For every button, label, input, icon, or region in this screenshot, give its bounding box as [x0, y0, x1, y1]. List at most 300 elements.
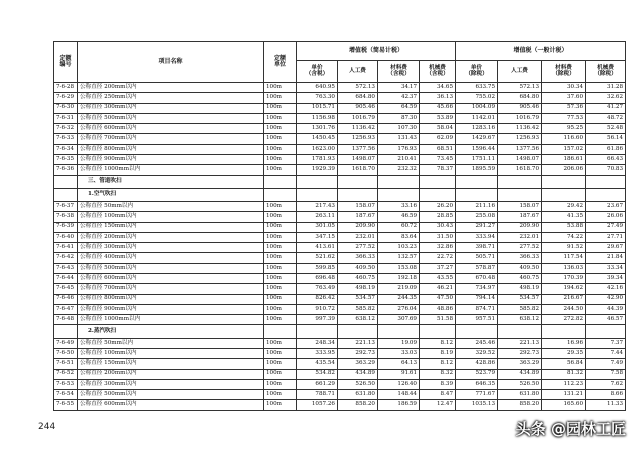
general-material-cell: 165.60	[542, 400, 586, 411]
simple-material-cell: 91.61	[378, 369, 420, 379]
table-row	[54, 232, 626, 242]
general-machine-cell: 42.16	[586, 284, 626, 294]
item-code: 7-6-51	[54, 359, 78, 369]
general-labor-cell: 292.73	[498, 348, 542, 358]
simple-price-cell: 788.71	[297, 390, 338, 400]
general-machine-cell: 41.27	[586, 103, 626, 113]
general-machine-cell: 26.06	[586, 212, 626, 222]
simple-machine-cell: 26.20	[420, 202, 456, 212]
page-number: 244	[38, 422, 56, 432]
section-code-cell	[54, 325, 78, 338]
general-material-cell: 112.23	[542, 379, 586, 389]
general-labor-cell: 232.01	[498, 232, 542, 242]
general-price-cell: 1142.01	[456, 113, 498, 123]
simple-machine-cell: 78.37	[420, 165, 456, 175]
item-unit: 100m	[264, 202, 297, 212]
header-general-price: 单价 （除税）	[456, 61, 498, 83]
simple-labor-cell: 498.19	[338, 284, 378, 294]
item-name: 公称直径 300mm以内	[78, 379, 264, 389]
section-row	[54, 188, 626, 201]
general-labor-cell: 1136.42	[498, 124, 542, 134]
general-labor-cell: 631.80	[498, 390, 542, 400]
general-machine-cell: 70.83	[586, 165, 626, 175]
general-machine-cell: 8.66	[586, 390, 626, 400]
empty-cell	[498, 325, 542, 338]
simple-machine-cell: 45.66	[420, 103, 456, 113]
simple-labor-cell: 209.90	[338, 222, 378, 232]
general-labor-cell: 366.33	[498, 253, 542, 263]
simple-machine-cell: 8.32	[420, 369, 456, 379]
general-material-cell: 117.54	[542, 253, 586, 263]
general-machine-cell: 7.58	[586, 369, 626, 379]
empty-cell	[420, 325, 456, 338]
simple-labor-cell: 1256.93	[338, 134, 378, 144]
item-name: 公称直径 150mm以内	[78, 222, 264, 232]
general-material-cell: 170.39	[542, 274, 586, 284]
item-code: 7-6-55	[54, 400, 78, 411]
header-general-machine: 机械费 （除税）	[586, 61, 626, 83]
simple-price-cell: 435.54	[297, 359, 338, 369]
simple-price-cell: 640.95	[297, 83, 338, 93]
empty-cell	[586, 175, 626, 188]
item-name: 公称直径 700mm以内	[78, 284, 264, 294]
general-price-cell: 329.52	[456, 348, 498, 358]
empty-cell	[297, 325, 338, 338]
simple-price-cell: 301.05	[297, 222, 338, 232]
simple-machine-cell: 48.86	[420, 304, 456, 314]
simple-material-cell: 42.37	[378, 93, 420, 103]
simple-material-cell: 60.72	[378, 222, 420, 232]
general-price-cell: 670.48	[456, 274, 498, 284]
simple-labor-cell: 1618.70	[338, 165, 378, 175]
item-unit: 100m	[264, 338, 297, 348]
section-label: 三、管道吹扫	[78, 175, 264, 188]
simple-machine-cell: 43.55	[420, 274, 456, 284]
general-material-cell: 116.60	[542, 134, 586, 144]
empty-cell	[338, 188, 378, 201]
empty-cell	[542, 325, 586, 338]
table-row	[54, 222, 626, 232]
empty-cell	[297, 188, 338, 201]
item-unit: 100m	[264, 263, 297, 273]
simple-machine-cell: 62.09	[420, 134, 456, 144]
simple-price-cell: 1015.71	[297, 103, 338, 113]
general-labor-cell: 905.46	[498, 103, 542, 113]
table-header	[54, 42, 626, 83]
simple-material-cell: 219.09	[378, 284, 420, 294]
general-price-cell: 333.94	[456, 232, 498, 242]
simple-labor-cell: 631.80	[338, 390, 378, 400]
general-price-cell: 874.71	[456, 304, 498, 314]
general-material-cell: 16.96	[542, 338, 586, 348]
simple-labor-cell: 526.50	[338, 379, 378, 389]
simple-price-cell: 217.43	[297, 202, 338, 212]
empty-cell	[338, 325, 378, 338]
simple-machine-cell: 30.43	[420, 222, 456, 232]
general-machine-cell: 48.72	[586, 113, 626, 123]
table-row	[54, 83, 626, 93]
simple-material-cell: 33.03	[378, 348, 420, 358]
table-row	[54, 212, 626, 222]
general-material-cell: 244.50	[542, 304, 586, 314]
general-labor-cell: 858.20	[498, 400, 542, 411]
general-labor-cell: 1498.07	[498, 154, 542, 164]
general-labor-cell: 209.90	[498, 222, 542, 232]
simple-labor-cell: 363.29	[338, 359, 378, 369]
general-price-cell: 1035.13	[456, 400, 498, 411]
empty-cell	[456, 325, 498, 338]
simple-price-cell: 333.95	[297, 348, 338, 358]
general-material-cell: 81.32	[542, 369, 586, 379]
section-label: 1.空气吹扫	[78, 188, 264, 201]
general-machine-cell: 61.86	[586, 144, 626, 154]
general-material-cell: 41.35	[542, 212, 586, 222]
table-row	[54, 379, 626, 389]
general-price-cell: 646.35	[456, 379, 498, 389]
simple-machine-cell: 58.04	[420, 124, 456, 134]
general-material-cell: 77.53	[542, 113, 586, 123]
simple-price-cell: 826.42	[297, 294, 338, 304]
simple-material-cell: 87.30	[378, 113, 420, 123]
general-machine-cell: 46.57	[586, 315, 626, 325]
simple-material-cell: 64.59	[378, 103, 420, 113]
simple-labor-cell: 409.50	[338, 263, 378, 273]
table-row	[54, 113, 626, 123]
simple-price-cell: 1156.98	[297, 113, 338, 123]
item-code: 7-6-37	[54, 202, 78, 212]
simple-material-cell: 307.69	[378, 315, 420, 325]
general-labor-cell: 221.13	[498, 338, 542, 348]
simple-material-cell: 153.08	[378, 263, 420, 273]
item-unit: 100m	[264, 348, 297, 358]
item-code: 7-6-29	[54, 93, 78, 103]
simple-machine-cell: 8.39	[420, 379, 456, 389]
simple-machine-cell: 47.50	[420, 294, 456, 304]
simple-price-cell: 413.61	[297, 243, 338, 253]
header-group-simple: 增值税（简易计税）	[297, 42, 456, 61]
simple-price-cell: 534.82	[297, 369, 338, 379]
simple-material-cell: 192.18	[378, 274, 420, 284]
general-material-cell: 29.42	[542, 202, 586, 212]
general-labor-cell: 498.19	[498, 284, 542, 294]
general-machine-cell: 33.34	[586, 263, 626, 273]
general-price-cell: 1429.67	[456, 134, 498, 144]
simple-machine-cell: 8.47	[420, 390, 456, 400]
item-unit: 100m	[264, 113, 297, 123]
table-row	[54, 390, 626, 400]
simple-price-cell: 696.48	[297, 274, 338, 284]
simple-material-cell: 103.23	[378, 243, 420, 253]
simple-price-cell: 521.62	[297, 253, 338, 263]
item-name: 公称直径 400mm以内	[78, 253, 264, 263]
table-row	[54, 304, 626, 314]
simple-price-cell: 661.29	[297, 379, 338, 389]
item-code: 7-6-54	[54, 390, 78, 400]
simple-machine-cell: 12.47	[420, 400, 456, 411]
item-name: 公称直径 600mm以内	[78, 274, 264, 284]
general-labor-cell: 1256.93	[498, 134, 542, 144]
item-name: 公称直径 300mm以内	[78, 243, 264, 253]
general-price-cell: 428.86	[456, 359, 498, 369]
item-unit: 100m	[264, 294, 297, 304]
general-labor-cell: 1618.70	[498, 165, 542, 175]
item-code: 7-6-42	[54, 253, 78, 263]
item-code: 7-6-32	[54, 124, 78, 134]
simple-price-cell: 599.85	[297, 263, 338, 273]
general-machine-cell: 7.44	[586, 348, 626, 358]
simple-labor-cell: 534.57	[338, 294, 378, 304]
item-unit: 100m	[264, 243, 297, 253]
item-name: 公称直径 300mm以内	[78, 103, 264, 113]
item-code: 7-6-47	[54, 304, 78, 314]
general-labor-cell: 526.50	[498, 379, 542, 389]
item-name: 公称直径 900mm以内	[78, 304, 264, 314]
simple-labor-cell: 858.20	[338, 400, 378, 411]
item-code: 7-6-41	[54, 243, 78, 253]
general-price-cell: 523.79	[456, 369, 498, 379]
general-machine-cell: 44.39	[586, 304, 626, 314]
general-material-cell: 57.36	[542, 103, 586, 113]
item-name: 公称直径 50mm以内	[78, 338, 264, 348]
empty-cell	[456, 188, 498, 201]
simple-price-cell: 1929.39	[297, 165, 338, 175]
table-row	[54, 243, 626, 253]
general-labor-cell: 277.52	[498, 243, 542, 253]
quota-table	[53, 41, 626, 411]
empty-cell	[378, 188, 420, 201]
simple-labor-cell: 221.13	[338, 338, 378, 348]
simple-machine-cell: 8.12	[420, 338, 456, 348]
general-labor-cell: 638.12	[498, 315, 542, 325]
general-price-cell: 578.87	[456, 263, 498, 273]
empty-cell	[586, 325, 626, 338]
section-row	[54, 175, 626, 188]
simple-machine-cell: 46.21	[420, 284, 456, 294]
item-code: 7-6-30	[54, 103, 78, 113]
general-price-cell: 633.75	[456, 83, 498, 93]
general-machine-cell: 32.62	[586, 93, 626, 103]
item-unit: 100m	[264, 212, 297, 222]
item-code: 7-6-34	[54, 144, 78, 154]
simple-labor-cell: 1498.07	[338, 154, 378, 164]
general-material-cell: 56.84	[542, 359, 586, 369]
simple-price-cell: 1623.00	[297, 144, 338, 154]
item-unit: 100m	[264, 134, 297, 144]
simple-price-cell: 347.15	[297, 232, 338, 242]
simple-machine-cell: 31.50	[420, 232, 456, 242]
table-row	[54, 165, 626, 175]
simple-labor-cell: 434.89	[338, 369, 378, 379]
item-name: 公称直径 900mm以内	[78, 154, 264, 164]
table-row	[54, 369, 626, 379]
general-labor-cell: 1016.79	[498, 113, 542, 123]
general-material-cell: 194.62	[542, 284, 586, 294]
simple-labor-cell: 158.07	[338, 202, 378, 212]
simple-labor-cell: 585.82	[338, 304, 378, 314]
general-machine-cell: 11.33	[586, 400, 626, 411]
simple-labor-cell: 292.73	[338, 348, 378, 358]
item-unit: 100m	[264, 304, 297, 314]
item-code: 7-6-53	[54, 379, 78, 389]
item-code: 7-6-40	[54, 232, 78, 242]
simple-labor-cell: 277.52	[338, 243, 378, 253]
item-code: 7-6-44	[54, 274, 78, 284]
header-general-labor: 人工费	[498, 61, 542, 83]
general-machine-cell: 56.14	[586, 134, 626, 144]
item-name: 公称直径 500mm以内	[78, 113, 264, 123]
header-group-general: 增值税（一般计税）	[456, 42, 626, 61]
item-unit: 100m	[264, 93, 297, 103]
general-price-cell: 1596.44	[456, 144, 498, 154]
item-code: 7-6-35	[54, 154, 78, 164]
table-row	[54, 359, 626, 369]
general-labor-cell: 434.89	[498, 369, 542, 379]
item-name: 公称直径 800mm以内	[78, 294, 264, 304]
item-unit: 100m	[264, 232, 297, 242]
item-unit: 100m	[264, 379, 297, 389]
empty-cell	[586, 188, 626, 201]
simple-machine-cell: 53.89	[420, 113, 456, 123]
section-row	[54, 325, 626, 338]
general-labor-cell: 684.80	[498, 93, 542, 103]
general-machine-cell: 31.28	[586, 83, 626, 93]
empty-cell	[498, 175, 542, 188]
empty-cell	[338, 175, 378, 188]
item-name: 公称直径 600mm以内	[78, 400, 264, 411]
item-name: 公称直径 500mm以内	[78, 390, 264, 400]
empty-cell	[297, 175, 338, 188]
table-row	[54, 103, 626, 113]
table-row	[54, 124, 626, 134]
simple-machine-cell: 28.85	[420, 212, 456, 222]
header-simple-price: 单价 （含税）	[297, 61, 338, 83]
item-name: 公称直径 50mm以内	[78, 202, 264, 212]
item-name: 公称直径 700mm以内	[78, 134, 264, 144]
item-unit: 100m	[264, 144, 297, 154]
table-row	[54, 400, 626, 411]
empty-cell	[420, 175, 456, 188]
simple-material-cell: 34.17	[378, 83, 420, 93]
simple-material-cell: 126.40	[378, 379, 420, 389]
empty-cell	[498, 188, 542, 201]
general-price-cell: 734.97	[456, 284, 498, 294]
item-name: 公称直径 100mm以内	[78, 212, 264, 222]
general-machine-cell: 52.48	[586, 124, 626, 134]
table-row	[54, 348, 626, 358]
general-labor-cell: 1377.56	[498, 144, 542, 154]
item-name: 公称直径 150mm以内	[78, 359, 264, 369]
general-labor-cell: 158.07	[498, 202, 542, 212]
empty-cell	[264, 188, 297, 201]
table-row	[54, 253, 626, 263]
general-machine-cell: 42.90	[586, 294, 626, 304]
header-code: 定额 编号	[54, 42, 78, 83]
item-unit: 100m	[264, 154, 297, 164]
item-name: 公称直径 200mm以内	[78, 83, 264, 93]
general-material-cell: 157.02	[542, 144, 586, 154]
simple-material-cell: 33.16	[378, 202, 420, 212]
general-material-cell: 206.06	[542, 165, 586, 175]
simple-price-cell: 1450.45	[297, 134, 338, 144]
simple-material-cell: 83.64	[378, 232, 420, 242]
item-unit: 100m	[264, 253, 297, 263]
section-label: 2.蒸汽吹扫	[78, 325, 264, 338]
section-code-cell	[54, 188, 78, 201]
item-unit: 100m	[264, 369, 297, 379]
header-unit: 定额 单位	[264, 42, 297, 83]
simple-price-cell: 1301.76	[297, 124, 338, 134]
general-price-cell: 398.71	[456, 243, 498, 253]
general-material-cell: 29.35	[542, 348, 586, 358]
table-row	[54, 274, 626, 284]
table-row	[54, 294, 626, 304]
empty-cell	[542, 175, 586, 188]
item-unit: 100m	[264, 274, 297, 284]
empty-cell	[420, 188, 456, 201]
table-row	[54, 315, 626, 325]
simple-labor-cell: 460.75	[338, 274, 378, 284]
general-price-cell: 771.67	[456, 390, 498, 400]
simple-labor-cell: 366.33	[338, 253, 378, 263]
general-price-cell: 1283.16	[456, 124, 498, 134]
simple-machine-cell: 36.13	[420, 93, 456, 103]
simple-machine-cell: 22.72	[420, 253, 456, 263]
general-price-cell: 291.27	[456, 222, 498, 232]
simple-price-cell: 1057.26	[297, 400, 338, 411]
item-code: 7-6-31	[54, 113, 78, 123]
item-unit: 100m	[264, 359, 297, 369]
general-machine-cell: 66.43	[586, 154, 626, 164]
header-simple-machine: 机械费 （含税）	[420, 61, 456, 83]
table-row	[54, 284, 626, 294]
item-code: 7-6-52	[54, 369, 78, 379]
simple-material-cell: 232.32	[378, 165, 420, 175]
simple-labor-cell: 684.80	[338, 93, 378, 103]
simple-material-cell: 186.59	[378, 400, 420, 411]
simple-labor-cell: 572.13	[338, 83, 378, 93]
item-name: 公称直径 600mm以内	[78, 124, 264, 134]
general-material-cell: 272.82	[542, 315, 586, 325]
general-price-cell: 957.51	[456, 315, 498, 325]
simple-machine-cell: 8.12	[420, 359, 456, 369]
simple-material-cell: 148.44	[378, 390, 420, 400]
general-labor-cell: 572.13	[498, 83, 542, 93]
table-row	[54, 202, 626, 212]
general-material-cell: 131.21	[542, 390, 586, 400]
item-unit: 100m	[264, 315, 297, 325]
general-price-cell: 505.71	[456, 253, 498, 263]
general-machine-cell: 39.34	[586, 274, 626, 284]
general-machine-cell: 27.49	[586, 222, 626, 232]
item-unit: 100m	[264, 103, 297, 113]
simple-labor-cell: 1377.56	[338, 144, 378, 154]
simple-material-cell: 19.09	[378, 338, 420, 348]
empty-cell	[456, 175, 498, 188]
item-code: 7-6-49	[54, 338, 78, 348]
general-price-cell: 1004.09	[456, 103, 498, 113]
simple-machine-cell: 34.65	[420, 83, 456, 93]
simple-material-cell: 210.41	[378, 154, 420, 164]
header-simple-material: 材料费 （含税）	[378, 61, 420, 83]
empty-cell	[264, 175, 297, 188]
simple-price-cell: 263.11	[297, 212, 338, 222]
general-material-cell: 95.25	[542, 124, 586, 134]
item-unit: 100m	[264, 284, 297, 294]
item-name: 公称直径 250mm以内	[78, 93, 264, 103]
general-machine-cell: 21.84	[586, 253, 626, 263]
simple-price-cell: 763.30	[297, 93, 338, 103]
simple-price-cell: 248.34	[297, 338, 338, 348]
